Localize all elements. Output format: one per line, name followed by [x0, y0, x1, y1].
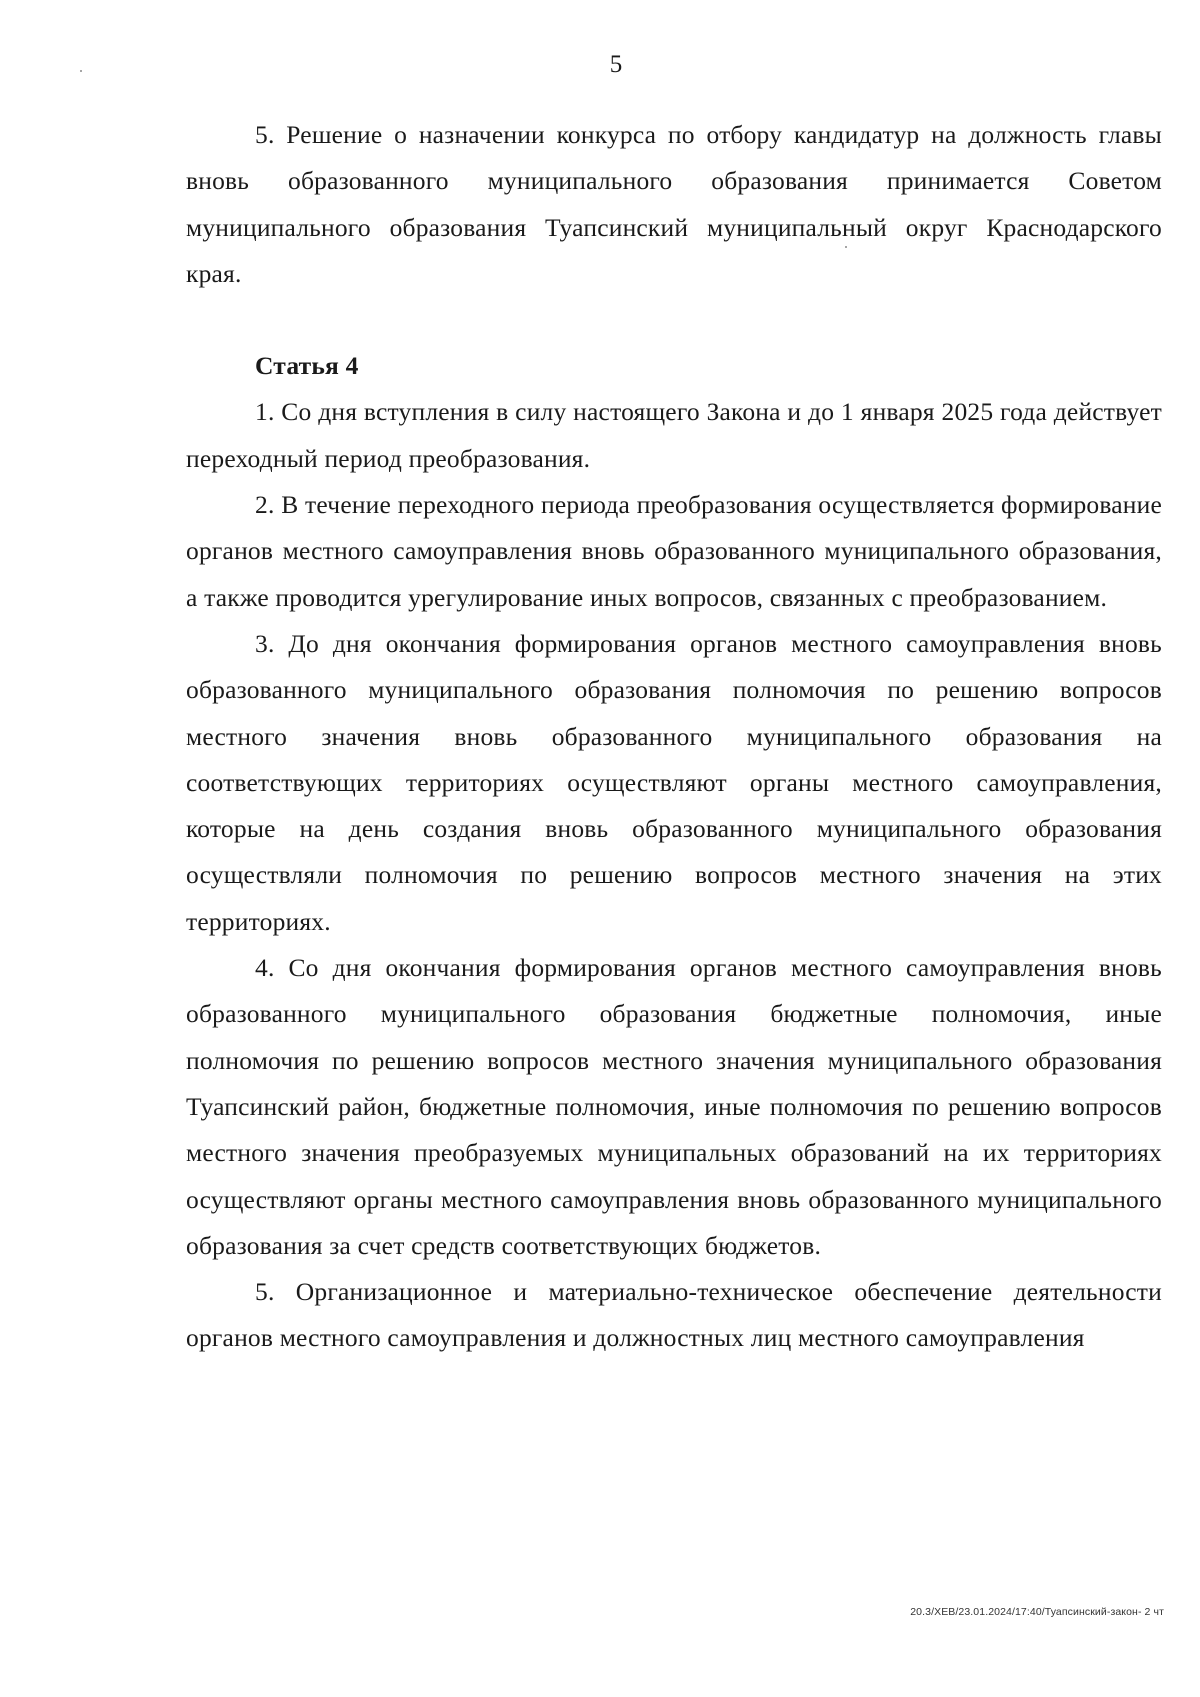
footer-document-code: 20.3/ХЕВ/23.01.2024/17:40/Туапсинский-закон- 2 чт: [910, 1606, 1164, 1618]
article-heading: Статья 4: [255, 351, 359, 381]
paragraph-council-decision: 5. Решение о назначении конкурса по отбору кандидатур на должность главы вновь образованного муниципального образования принимается Советом муниципального образования Туапсинский муниципальный округ Краснодарского края.: [186, 120, 1162, 288]
article-paragraph-2: 2. В течение переходного периода преобразования осуществляется формирование органов местного самоуправления вновь образованного муниципального образования, а также проводится урегулирование иных вопросов, связанных с преобразованием.: [186, 490, 1162, 612]
document-body: [186, 112, 1162, 1362]
page-number: 5: [609, 51, 623, 78]
scan-speck: [80, 70, 82, 72]
article-paragraph-1: 1. Со дня вступления в силу настоящего Закона и до 1 января 2025 года действует переходный период преобразования.: [186, 397, 1162, 473]
article-paragraph-3: 3. До дня окончания формирования органов местного самоуправления вновь образованного муниципального образования полномочия по решению вопросов местного значения вновь образованного муниципального образования на соответствующих территориях осуществляют органы местного самоуправления, которые на день создания вновь образованного муниципального образования осуществляли полномочия по решению вопросов местного значения на этих территориях.: [186, 628, 1162, 936]
scan-speck: [845, 246, 847, 248]
article-paragraph-4: 4. Со дня окончания формирования органов местного самоуправления вновь образованного муниципального образования бюджетные полномочия, иные полномочия по решению вопросов местного значения муниципального образования Туапсинский район, бюджетные полномочия, иные полномочия по решению вопросов местного значения преобразуемых муниципальных образований на их территориях осуществляют органы местного самоуправления вновь образованного муниципального образования за счет средств соответствующих бюджетов.: [186, 953, 1162, 1260]
article-paragraph-5: 5. Организационное и материально-техническое обеспечение деятельности органов местного самоуправления и должностных лиц местного самоуправления: [186, 1277, 1162, 1353]
